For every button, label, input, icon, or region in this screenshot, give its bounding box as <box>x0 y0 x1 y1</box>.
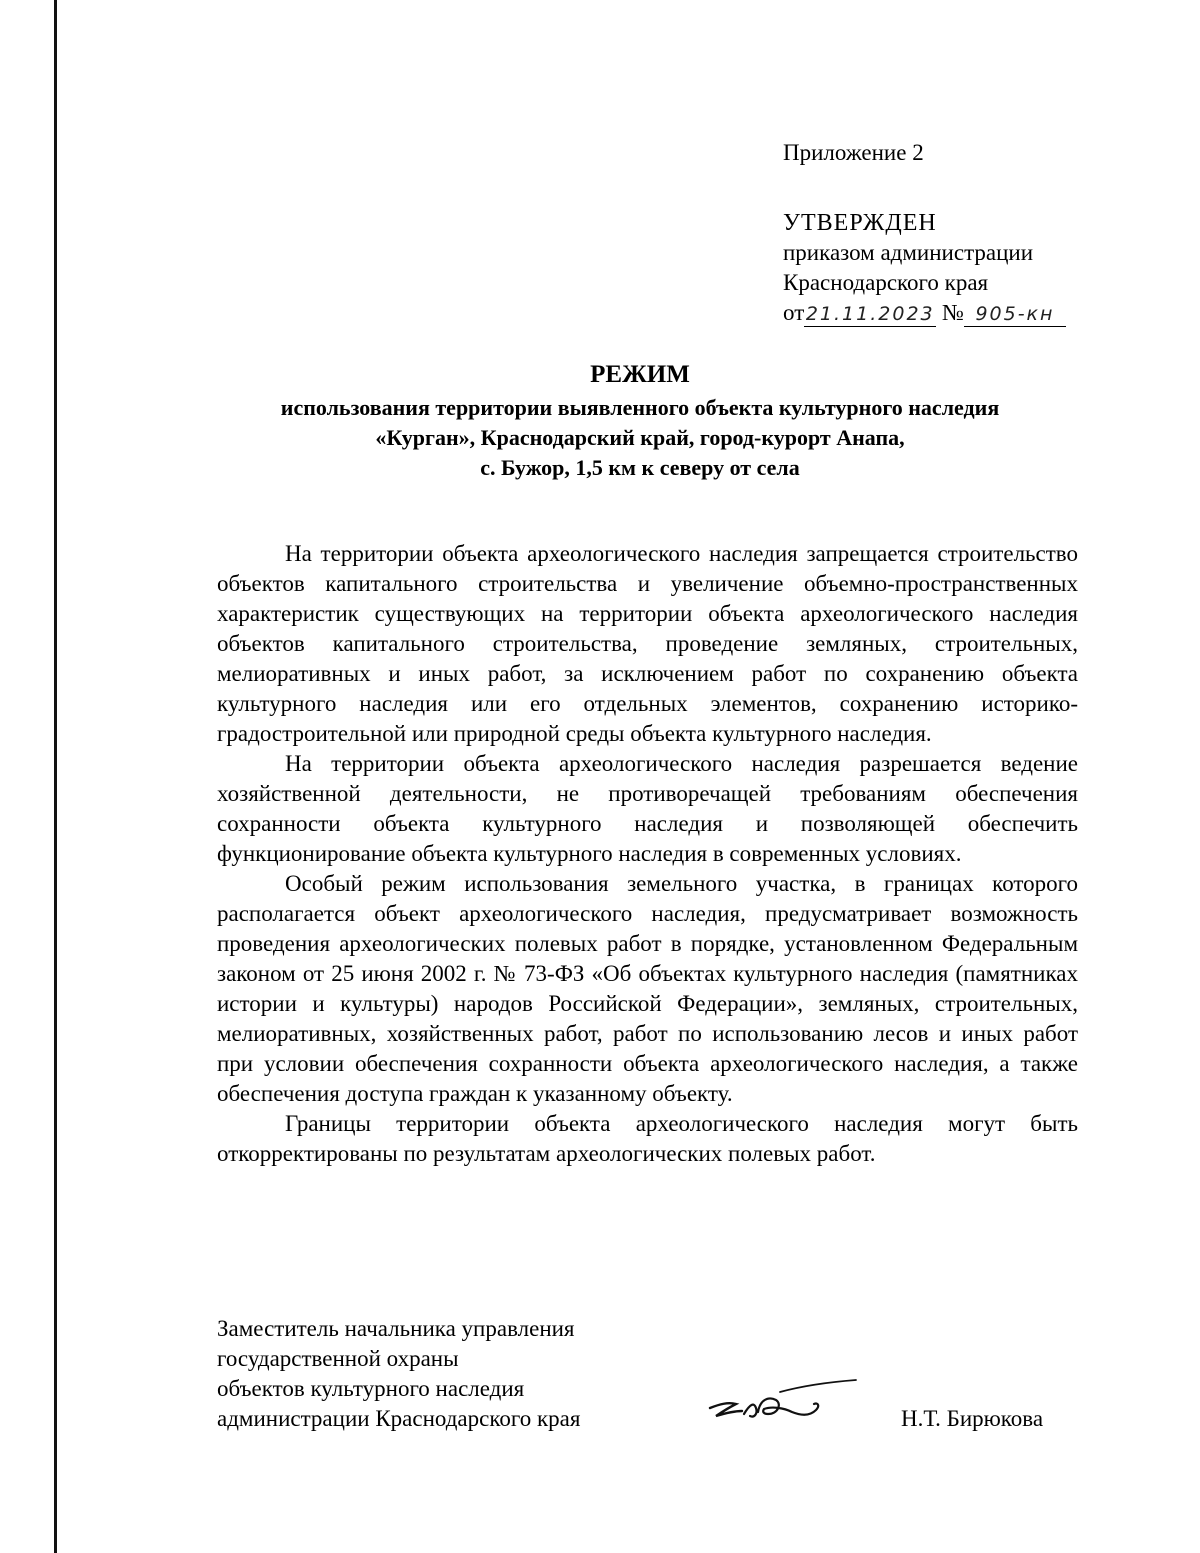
paragraph-prohibitions: На территории объекта археологического наследия запрещается строительство объектов капитального строительства и увеличение объемно-пространственных характеристик существующих на территории объекта археологического наследия объектов капитального строительства, проведение земляных, строительных, мелиоративных и иных работ, за исключением работ по сохранению объекта культурного наследия или его отдельных элементов, сохранению историко-градостроительной или природной среды объекта культурного наследия. <box>217 541 1078 746</box>
annex-label: Приложение 2 <box>783 140 924 165</box>
position-line-4: администрации Краснодарского края <box>217 1406 581 1431</box>
handwritten-signature <box>706 1378 864 1428</box>
handwritten-number: 905-кн <box>964 302 1066 327</box>
signatory-position <box>217 1314 580 1434</box>
title-line-3: с. Бужор, 1,5 км к северу от села <box>480 455 800 480</box>
title-heading: РЕЖИМ <box>590 361 690 388</box>
signatory-name: Н.Т. Бирюкова <box>901 1406 1044 1431</box>
paragraph-boundaries: Границы территории объекта археологического наследия могут быть откорректированы по результатам археологических полевых работ. <box>217 1111 1078 1166</box>
title-line-1: использования территории выявленного объекта культурного наследия <box>280 395 1000 420</box>
approval-date-line <box>783 298 1066 328</box>
paragraph-special-regime: Особый режим использования земельного участка, в границах которого располагается объект археологического наследия, предусматривает возможность проведения археологических полевых работ в порядке, установленном Федеральным законом от 25 июня 2002 г. № 73-ФЗ «Об объектах культурного наследия (памятниках истории и культуры) народов Российской Федерации», земляных, строительных, мелиоративных, хозяйственных работ, работ по использованию лесов и иных работ при условии обеспечения сохранности объекта археологического наследия, а также обеспечения доступа граждан к указанному объекту. <box>217 871 1078 1106</box>
title-line-2: «Курган», Краснодарский край, город-курорт Анапа, <box>375 425 905 450</box>
document-body <box>217 539 1078 1169</box>
approved-label: УТВЕРЖДЕН <box>783 210 937 236</box>
handwritten-date: 21.11.2023 <box>805 303 935 325</box>
position-line-3: объектов культурного наследия <box>217 1376 525 1401</box>
approval-stamp <box>783 138 1066 328</box>
document-title <box>200 359 1080 483</box>
scan-left-edge <box>54 0 57 1553</box>
title-subtitle <box>200 393 1080 483</box>
approval-line-1: приказом администрации <box>783 240 1034 265</box>
approval-line-2: Краснодарского края <box>783 270 989 295</box>
date-prefix: от <box>783 300 805 325</box>
number-prefix: № <box>942 300 964 325</box>
position-line-2: государственной охраны <box>217 1346 459 1371</box>
position-line-1: Заместитель начальника управления <box>217 1316 575 1341</box>
paragraph-permitted-activity: На территории объекта археологического наследия разрешается ведение хозяйственной деятельности, не противоречащей требованиям обеспечения сохранности объекта культурного наследия и позволяющей обеспечить функционирование объекта культурного наследия в современных условиях. <box>217 751 1078 866</box>
